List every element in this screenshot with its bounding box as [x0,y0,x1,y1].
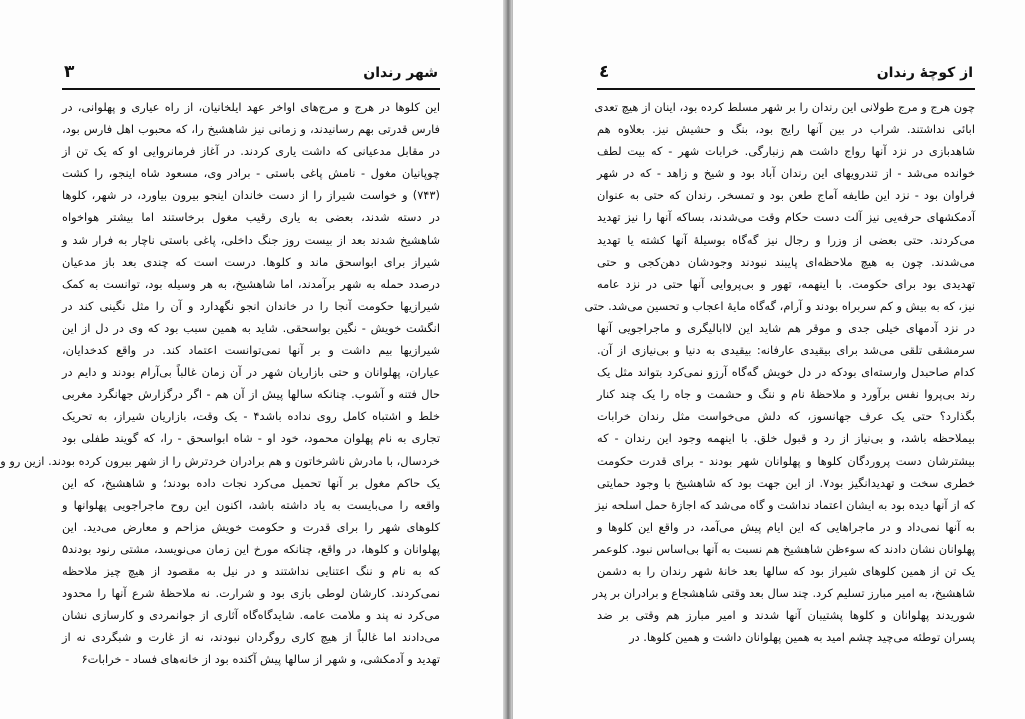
text-line: پسران توطئه می‌چید چشم امید به همین پهلوانان داشت و همین کلوها. در [629,630,975,645]
text-line: شاهشیخ، به امیر مبارز تسلیم کرد. چند سال بعد وقتی شاهشجاع و برادران بر پدر [592,586,975,601]
text-line: چون هرج و مرج طولانی این رندان را بر شهر مسلط کرده بود، اینان از هیچ تعدی [594,100,975,114]
text-line: (۷۴۳) و خواست شیراز را از دست خاندان اینجو بیرون بیاورد، در شهر، کلوها [62,188,440,203]
text-line: کلوهای شهر را برای قدرت و حکومت خویش مزاحم و معارض می‌دید. این [62,519,440,534]
text-line: سرمشقی تلقی می‌شد برای بیقیدی عارفانه: بیقیدی به دنیا و بی‌نیازی از آن. [597,343,975,358]
text-line: خردسال، با مادرش ناشرخاتون و هم برادران خردترش را از شهر بیرون کرده بودند. ازین رو و [0,453,440,468]
text-line: واقعه را می‌بایست به یاد داشته باشد، اکنون این روح ماجراجویی پهلوانها و [62,497,440,512]
text-line: که به نام و ننگ اعتنایی نداشتند و در نیل به مقصود از هیچ چیز ملاحظه [62,563,440,578]
text-line: می‌شدند. چون به هیچ ملاحظه‌ای پایبند نبودند وجودشان دهن‌کجی و حتی [597,254,975,269]
text-line: بیملاحظه باشد، و بی‌نیاز از رد و قبول خلق. با اینهمه وجود این رندان - که [597,431,975,446]
text-line: چوپانیان مغول - نامش پاغی باستی - برادر وی، مسعود شاه اینجو، را کشت [62,166,440,181]
text-line: حال فتنه و آشوب. چنانکه سالها پیش از آن هم - اگر درگزارش جهانگرد مغربی [62,387,440,402]
left-page [0,0,504,719]
text-line: این کلوها در هرج و مرج‌های اواخر عهد ایلخانیان، از راه عیاری و پهلوانی، در [62,100,440,114]
running-title: از کوچهٔ رندان [876,65,973,81]
text-line: شیرازیها حکومت آنجا را در خاندان انجو نگهدارد و آن را مثل نگینی کند در [62,298,440,313]
text-line: فراوان بود - نزد این طایفه آماج طعن بود و تمسخر. رندان که حتی به عنوان [597,188,975,203]
text-line: رند بی‌پروا نفس برآورد و ملاحظهٔ نام و ننگ و حشمت و جاه را یک چند کنار [597,387,975,402]
page-number: ٤ [599,62,610,82]
book-gutter [503,0,512,719]
text-line: نمی‌کردند. کارشان لوطی بازی بود و شرارت. نه ملاحظهٔ شرع آنها را محدود [62,586,440,601]
text-line: خطری سخت و تهدیدانگیز بود۷. از این جهت بود که شاهشیخ با وجود حمایتی [597,475,975,490]
left-page-body [0,96,440,670]
text-line: عیاران، پهلوانان و حتی بازاریان شهر در آن زمان غالباً بی‌آرام بودند و دایم در [62,365,440,380]
running-title: شهر رندان [363,65,438,81]
text-line: می‌دادند اما غالباً از هیچ کاری روگردان نبودند، نه از غارت و شبگردی نه از [62,630,440,645]
text-line: شیرازیها بیم داشت و بر آنها نمی‌توانست اعتماد کند. در واقع کدخدایان، [62,343,440,358]
text-line: شیراز برای ابواسحق ماند و کلوها. درست است که چندی بعد باز مدعیان [62,254,440,269]
text-line: یک حاکم مغول بر آنها تحمیل می‌کرد نجات داده بودند؛ و شاهشیخ، که این [62,475,440,490]
text-line: می‌کردند. حتی بعضی از وزرا و رجال نیز گه‌گاه بوسیلهٔ آنها کشته یا تهدید [597,232,975,247]
text-line: خلط و اشتباه کامل روی نداده باشد۴ - یک وقت، بازاریان شیراز، به تحریک [62,409,440,424]
text-line: انگشت خویش - نگین بواسحقی. شاید به همین سبب بود که وی در دل از این [62,320,440,335]
text-line: تهدیدی بود برای حکومت. با اینهمه، تهور و بی‌پروایی آنها حتی در نزد عامه [597,276,975,291]
text-line: ابائی نداشتند. شراب در بین آنها رایج بود، بنگ و حشیش نیز. بعلاوه هم [597,122,975,137]
text-line: آدمکشهای حرفه‌یی نیز آلت دست حکام وقت می‌شدند، بساکه آنها را نیز تهدید [597,210,975,225]
text-line: شاهدبازی در نزد آنها رواج داشت هم زنبارگی. خرابات شهر - که بیت لطف [597,144,975,159]
text-line: تجاری به نام پهلوان محمود، خود او - شاه ابواسحق - را، که گویند طفلی بود [62,431,440,446]
text-line: در مقابل مدعیانی که داشت یاری کردند. در آغاز فرمانروایی او که یک تن از [62,144,440,159]
text-line: می‌کرد نه پند و ملامت عامه. شایدگاه‌گاه آثاری از جوانمردی و کارسازی نشان [62,608,440,623]
text-line: پهلوانان و کلوها، در واقع، چنانکه مورخ این زمان می‌نویسد، مشتی رنود بودند۵ [62,541,440,556]
right-page-header [597,62,975,90]
text-line: در نزد آدمهای خیلی جدی و موقر هم شاید این لاابالیگری و ماجراجویی آنها [597,320,975,335]
text-line: یک تن از همین کلوهای شیراز بود که سالها بعد خانهٔ شهر رندان را به دشمن [597,563,975,578]
text-line: درصدد حمله به شهر برآمدند، اما شاهشیخ، به هر وسیله بود، توانست به کمک [62,276,440,291]
text-line: به آنها نمی‌داد و در ماجراهایی که این ایام پیش می‌آمد، در واقع این کلوها و [597,519,975,534]
text-line: شاهشیخ شدند بعد از بیست روز جنگ داخلی، پاغی باستی ناچار به فرار شد و [62,232,440,247]
page-number: ۳ [64,62,75,82]
text-line: بیشترشان دست پروردگان کلوها و پهلوانان شهر بودند - برای قدرت حکومت [597,453,975,468]
text-line: که از آنها دیده بود به ایشان اعتماد نداشت و گاه می‌شد که اجازهٔ حمل اسلحه نیز [595,497,975,512]
right-page-body [584,96,975,648]
text-line: پهلوانان نشان دادند که سوءظن شاهشیخ هم نسبت به آنها بی‌اساس نبود. کلوعمر [593,541,975,556]
text-line: نیز، که به بیش و کم سربراه بودند و آرام، گه‌گاه مایهٔ اعجاب و تحسین می‌شد. حتی [584,298,975,313]
text-line: فارس قدرتی بهم رسانیدند، و زمانی نیز شاهشیخ را، که محبوب اهل فارس بود، [62,122,440,137]
text-line: کدام صاحبدل وارسته‌ای بودکه در دل خویش گه‌گاه آرزو نمی‌کرد بتواند مثل یک [597,365,975,380]
right-page [512,0,1025,719]
text-line: شوریدند پهلوانان و کلوها پشتیبان آنها شدند و امیر مبارز هم وقتی بر ضد [597,608,975,623]
left-page-header [62,62,440,90]
text-line: تهدید و آدمکشی، و شهر از سالها پیش آکنده بود از خانه‌های فساد - خرابات۶ [81,652,440,667]
text-line: بگذارد؟ حتی یک عرف جهانسوز، که دلش می‌خواست مثل رندان خرابات [597,409,975,424]
text-line: خوانده می‌شد - از تندرویهای این رندان آباد بود و شیخ و زاهد - که در شهر [597,166,975,181]
text-line: در دسته شدند، بعضی به یاری رقیب مغول برخاستند اما بیشتر هواخواه [62,210,440,225]
